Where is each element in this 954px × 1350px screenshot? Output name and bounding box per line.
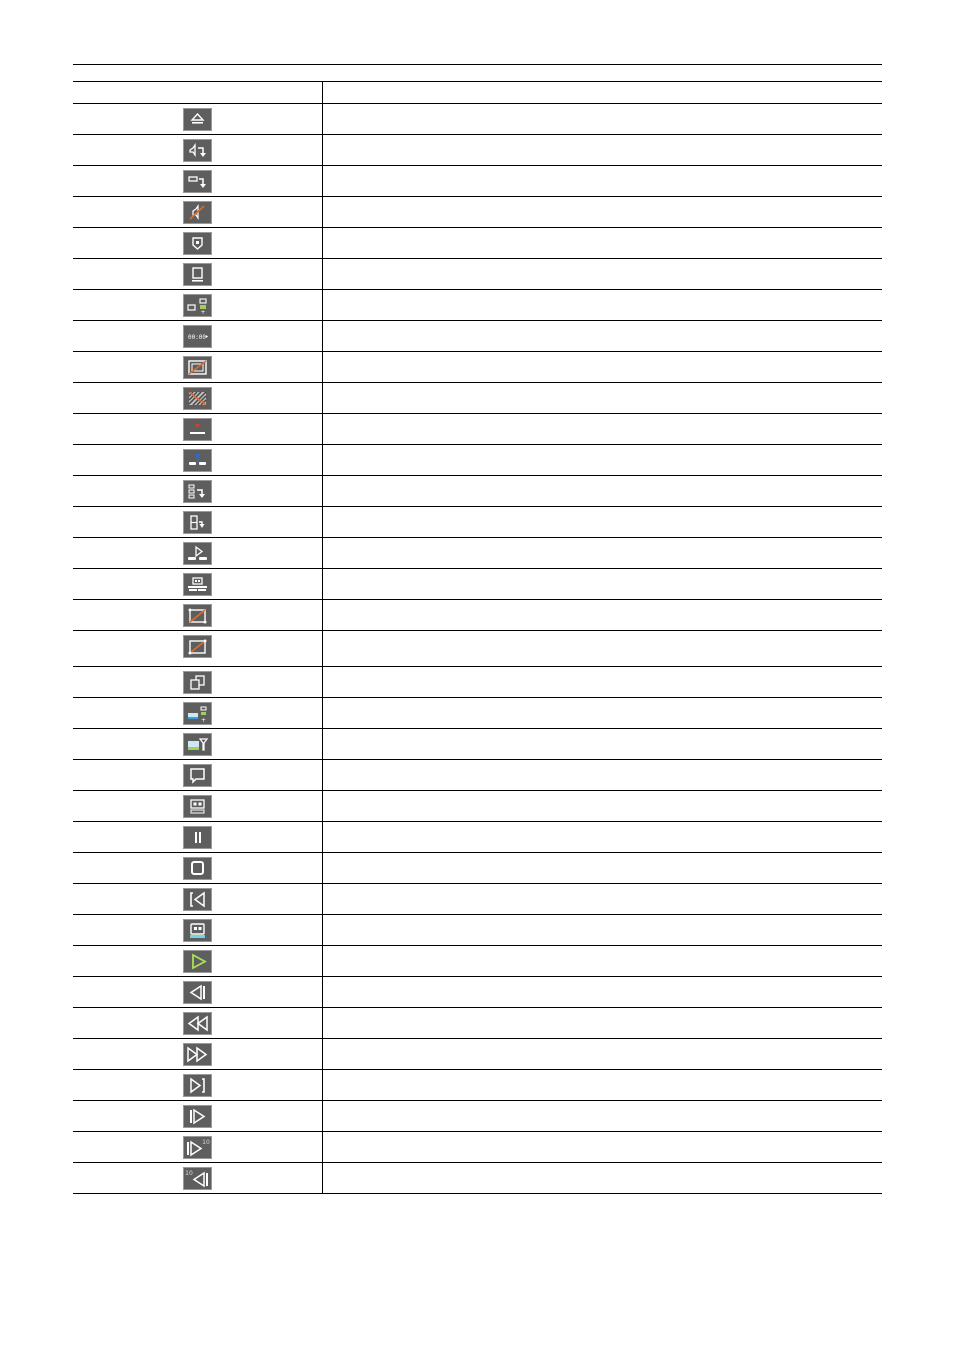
- record-icon: [183, 919, 212, 942]
- description-cell: [323, 1101, 882, 1131]
- table-row: [73, 507, 882, 538]
- description-cell: [323, 791, 882, 821]
- description-cell: [323, 1039, 882, 1069]
- description-cell: [323, 135, 882, 165]
- svg-text:10: 10: [202, 1139, 210, 1146]
- table-row: [73, 476, 882, 507]
- table-row: [73, 352, 882, 383]
- icon-cell: [73, 197, 323, 227]
- icon-cell: [73, 352, 323, 382]
- description-cell: [323, 352, 882, 382]
- icon-cell: [73, 321, 323, 351]
- safe-area-off-icon: [183, 356, 212, 379]
- zebra-off-icon: [183, 387, 212, 410]
- duplicate-icon: [183, 671, 212, 694]
- table-row: [73, 104, 882, 135]
- description-cell: [323, 197, 882, 227]
- table-row: [73, 1132, 882, 1163]
- description-cell: [323, 569, 882, 599]
- clip-sync-icon: [183, 702, 212, 725]
- table-row: [73, 135, 882, 166]
- icon-cell: [73, 476, 323, 506]
- description-cell: [323, 822, 882, 852]
- previous-frame-icon: [183, 981, 212, 1004]
- description-cell: [323, 104, 882, 134]
- table-row: [73, 321, 882, 352]
- table-row: [73, 290, 882, 321]
- clip-filter-icon: [183, 733, 212, 756]
- icon-cell: [73, 915, 323, 945]
- description-cell: [323, 884, 882, 914]
- svg-text:+: +: [200, 717, 207, 724]
- table-row: [73, 729, 882, 760]
- tape-icon: [183, 795, 212, 818]
- description-cell: [323, 383, 882, 413]
- table-row: [73, 1101, 882, 1132]
- audio-mute-icon: [183, 201, 212, 224]
- icon-cell: [73, 569, 323, 599]
- table-row: [73, 383, 882, 414]
- play-icon: [183, 950, 212, 973]
- set-in-marker-icon: [183, 418, 212, 441]
- icon-cell: [73, 290, 323, 320]
- table-row: [73, 698, 882, 729]
- rewind-icon: [183, 1012, 212, 1035]
- description-cell: [323, 228, 882, 258]
- description-cell: [323, 600, 882, 630]
- description-cell: [323, 1132, 882, 1162]
- description-cell: [323, 946, 882, 976]
- description-cell: [323, 538, 882, 568]
- pause-icon: [183, 826, 212, 849]
- table-row: [73, 977, 882, 1008]
- icon-cell: [73, 414, 323, 444]
- description-cell: [323, 1070, 882, 1100]
- svg-text:+: +: [200, 309, 206, 316]
- table-row: [73, 569, 882, 600]
- icon-cell: [73, 1039, 323, 1069]
- icon-cell: [73, 507, 323, 537]
- crop-off-icon: [183, 635, 212, 658]
- icon-cell: [73, 166, 323, 196]
- insert-to-timeline-icon: [183, 480, 212, 503]
- rewind-10-frames-icon: [183, 1167, 212, 1190]
- set-out-marker-icon: [183, 449, 212, 472]
- icon-cell: [73, 1008, 323, 1038]
- icon-cell: [73, 946, 323, 976]
- table-row: [73, 884, 882, 915]
- clip-insert-icon: [183, 573, 212, 596]
- description-cell: [323, 507, 882, 537]
- icon-cell: [73, 853, 323, 883]
- table-row: [73, 915, 882, 946]
- table-body: [73, 104, 882, 1194]
- icon-cell: [73, 1132, 323, 1162]
- description-cell: [323, 977, 882, 1007]
- forward-10-frames-icon: [183, 1136, 212, 1159]
- table-row: [73, 1163, 882, 1194]
- table-row: [73, 1070, 882, 1101]
- icon-cell: [73, 760, 323, 790]
- description-cell: [323, 915, 882, 945]
- monitor-icon: [183, 263, 212, 286]
- description-cell: [323, 853, 882, 883]
- description-cell: [323, 698, 882, 728]
- icon-table: [73, 81, 882, 1194]
- icon-cell: [73, 631, 323, 666]
- description-cell: [323, 414, 882, 444]
- next-frame-icon: [183, 1105, 212, 1128]
- description-cell: [323, 321, 882, 351]
- icon-cell: [73, 383, 323, 413]
- table-row: [73, 197, 882, 228]
- icon-cell: [73, 667, 323, 697]
- icon-cell: [73, 698, 323, 728]
- header-col-icon: [73, 82, 323, 103]
- table-row: [73, 538, 882, 569]
- table-row: [73, 791, 882, 822]
- table-header: [73, 81, 882, 104]
- sync-lock-icon: [183, 294, 212, 317]
- icon-cell: [73, 259, 323, 289]
- marker-icon: [183, 232, 212, 255]
- description-cell: [323, 1163, 882, 1193]
- icon-cell: [73, 538, 323, 568]
- go-to-in-icon: [183, 888, 212, 911]
- icon-cell: [73, 729, 323, 759]
- svg-text:10: 10: [185, 1170, 193, 1177]
- fast-forward-icon: [183, 1043, 212, 1066]
- header-col-description: [323, 82, 882, 103]
- table-row: [73, 600, 882, 631]
- table-row: [73, 822, 882, 853]
- table-row: [73, 760, 882, 791]
- description-cell: [323, 760, 882, 790]
- icon-cell: [73, 822, 323, 852]
- icon-cell: [73, 1101, 323, 1131]
- description-cell: [323, 445, 882, 475]
- stop-icon: [183, 857, 212, 880]
- table-row: [73, 414, 882, 445]
- icon-cell: [73, 884, 323, 914]
- play-clip-icon: [183, 542, 212, 565]
- icon-cell: [73, 228, 323, 258]
- audio-insert-icon: [183, 139, 212, 162]
- table-row: [73, 228, 882, 259]
- top-rule: [73, 64, 882, 65]
- table-row: [73, 259, 882, 290]
- description-cell: [323, 631, 882, 666]
- icon-cell: [73, 445, 323, 475]
- video-insert-icon: [183, 170, 212, 193]
- description-cell: [323, 290, 882, 320]
- table-row: [73, 853, 882, 884]
- table-row: [73, 631, 882, 667]
- table-row: [73, 1008, 882, 1039]
- comment-icon: [183, 764, 212, 787]
- icon-cell: [73, 1070, 323, 1100]
- overwrite-to-timeline-icon: [183, 511, 212, 534]
- table-row: [73, 445, 882, 476]
- icon-cell: [73, 791, 323, 821]
- icon-cell: [73, 977, 323, 1007]
- description-cell: [323, 166, 882, 196]
- table-row: [73, 946, 882, 977]
- description-cell: [323, 667, 882, 697]
- icon-cell: [73, 104, 323, 134]
- eject-icon: [183, 108, 212, 131]
- table-row: [73, 667, 882, 698]
- table-row: [73, 166, 882, 197]
- go-to-out-icon: [183, 1074, 212, 1097]
- description-cell: [323, 259, 882, 289]
- icon-cell: [73, 1163, 323, 1193]
- table-row: [73, 1039, 882, 1070]
- description-cell: [323, 476, 882, 506]
- icon-cell: [73, 600, 323, 630]
- svg-text:00:00: 00:00: [187, 334, 207, 341]
- timecode-icon: [183, 325, 212, 348]
- description-cell: [323, 729, 882, 759]
- icon-cell: [73, 135, 323, 165]
- crop-icon: [183, 604, 212, 627]
- description-cell: [323, 1008, 882, 1038]
